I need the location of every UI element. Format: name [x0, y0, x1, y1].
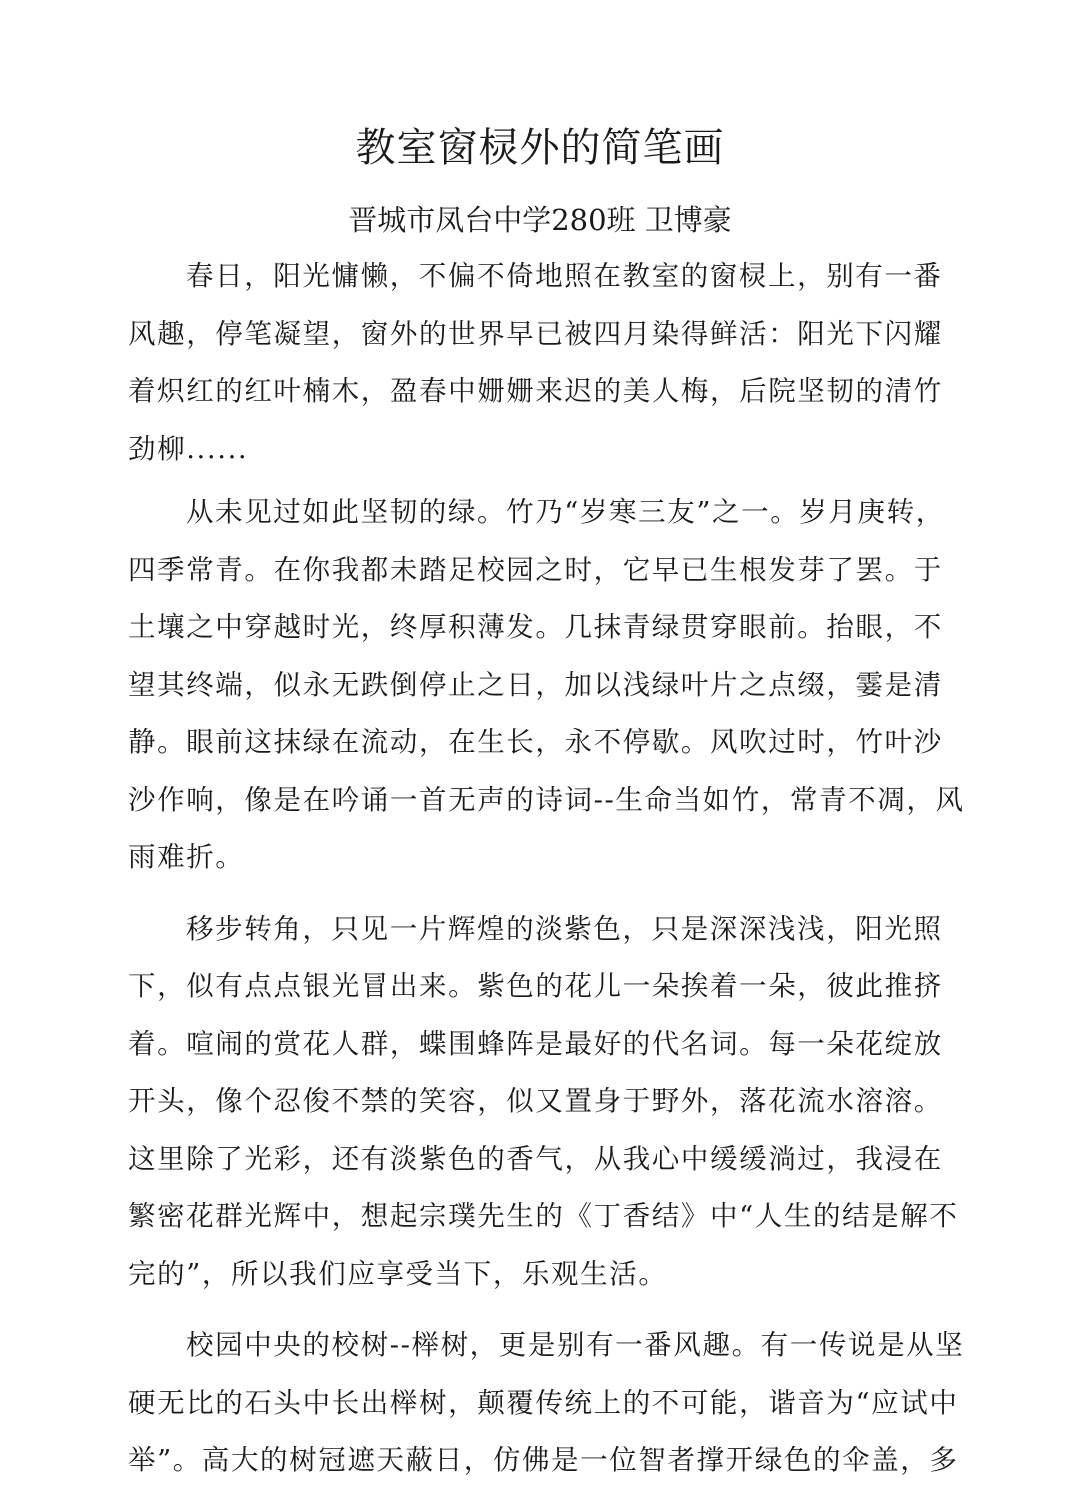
paragraph-bamboo: 从未见过如此坚韧的绿。竹乃“岁寒三友”之一。岁月庚转，四季常青。在你我都未踏足校园之时，它早已生根发芽了罢。于土壤之中穿越时光，终厚积薄发。几抹青绿贯穿眼前。抬眼，不望其终端，似永无跌倒停止之日，加以浅绿叶片之点缀，霎是清静。眼前这抹绿在流动，在生长，永不停歇。风吹过时，竹叶沙沙作响，像是在吟诵一首无声的诗词--生命当如竹，常青不凋，风雨难折。 — [128, 496, 965, 873]
essay-body — [128, 248, 968, 1504]
essay-title: 教室窗棂外的简笔画 — [355, 125, 725, 171]
paragraph-zelkova-tree: 校园中央的校树--榉树，更是别有一番风趣。有一传说是从坚硬无比的石头中长出榉树，颠覆传统上的不可能，谐音为“应试中举”。高大的树冠遮天蔽日，仿佛是一位智者撑开绿色的伞盖，多 — [128, 1329, 965, 1476]
paragraph-spring-window: 春日，阳光慵懒，不偏不倚地照在教室的窗棂上，别有一番风趣，停笔凝望，窗外的世界早已被四月染得鲜活：阳光下闪耀着炽红的红叶楠木，盈春中姗姗来迟的美人梅，后院坚韧的清竹劲柳...... — [128, 260, 943, 465]
paragraph-purple-flowers: 移步转角，只见一片辉煌的淡紫色，只是深深浅浅，阳光照下，似有点点银光冒出来。紫色的花儿一朵挨着一朵，彼此推挤着。喧闹的赏花人群，蝶围蜂阵是最好的代名词。每一朵花绽放开头，像个忍俊不禁的笑容，似又置身于野外，落花流水溶溶。这里除了光彩，还有淡紫色的香气，从我心中缓缓淌过，我浸在繁密花群光辉中，想起宗璞先生的《丁香结》中“人生的结是解不完的”，所以我们应享受当下，乐观生活。 — [128, 912, 959, 1290]
author-byline: 晋城市凤台中学280班 卫博豪 — [348, 203, 732, 237]
